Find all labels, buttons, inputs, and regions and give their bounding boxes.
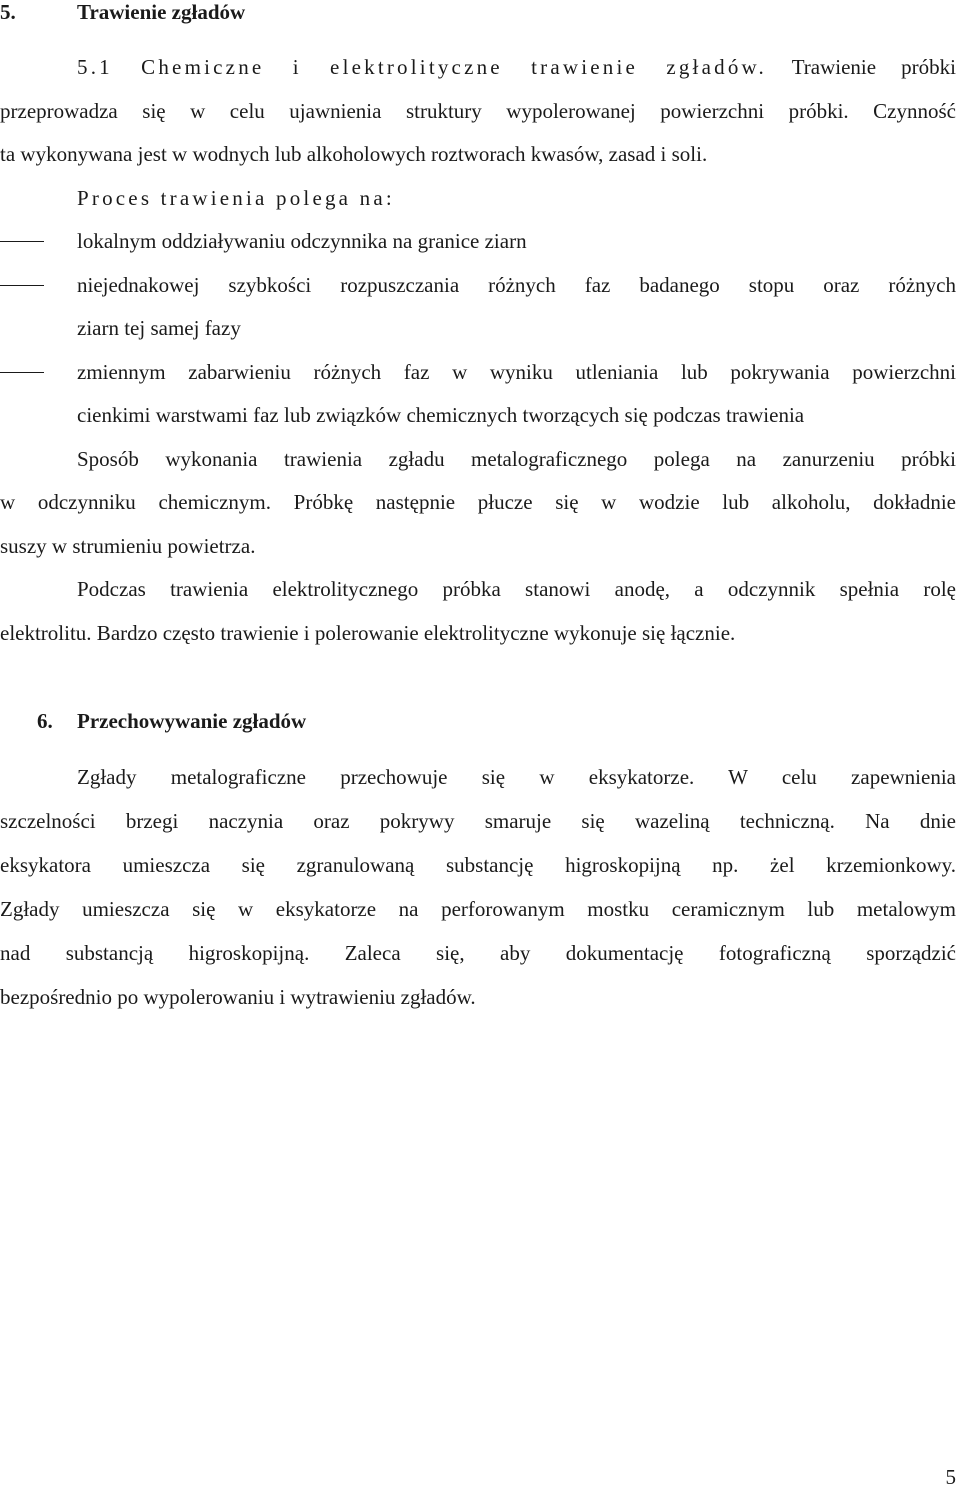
paragraph-line: Zgłady metalograficzne przechowuje się w eksykatorze. W celu zapewnienia bbox=[77, 765, 956, 789]
section-5-number: 5. bbox=[0, 0, 16, 24]
subsection-5-1-lead bbox=[77, 52, 956, 82]
section-5-title: Trawienie zgładów bbox=[77, 0, 246, 24]
section-5-heading bbox=[0, 0, 956, 27]
list-item-text: ziarn tej samej fazy bbox=[77, 316, 241, 340]
section-6-number: 6. bbox=[37, 709, 53, 733]
paragraph-line: ta wykonywana jest w wodnych lub alkoholowych roztworach kwasów, zasad i soli. bbox=[0, 142, 708, 166]
list-item-text: niejednakowej szybkości rozpuszczania różnych faz badanego stopu oraz różnych bbox=[77, 273, 956, 297]
subsection-5-1-lead-rest: Trawienie próbki bbox=[766, 55, 956, 79]
list-item-text: zmiennym zabarwieniu różnych faz w wyniku utleniania lub pokrywania powierzchni bbox=[77, 360, 956, 384]
paragraph-line: eksykatora umieszcza się zgranulowaną substancję higroskopijną np. żel krzemionkowy. bbox=[0, 853, 956, 877]
dash-bullet-icon bbox=[0, 285, 44, 286]
paragraph-line: nad substancją higroskopijną. Zaleca się, aby dokumentację fotograficzną sporządzić bbox=[0, 941, 956, 965]
section-6-title: Przechowywanie zgładów bbox=[77, 709, 307, 733]
dash-bullet-icon bbox=[0, 372, 44, 373]
list-item-text: lokalnym oddziaływaniu odczynnika na granice ziarn bbox=[77, 229, 527, 253]
list-item-text: cienkimi warstwami faz lub związków chemicznych tworzących się podczas trawienia bbox=[77, 403, 805, 427]
paragraph-line: w odczynniku chemicznym. Próbkę następnie płucze się w wodzie lub alkoholu, dokładnie bbox=[0, 490, 956, 514]
paragraph-line: przeprowadza się w celu ujawnienia struktury wypolerowanej powierzchni próbki. Czynność bbox=[0, 99, 956, 123]
process-intro: Proces trawienia polega na: bbox=[77, 186, 395, 210]
paragraph-line: suszy w strumieniu powietrza. bbox=[0, 534, 256, 558]
paragraph-line: Zgłady umieszcza się w eksykatorze na perforowanym mostku ceramicznym lub metalowym bbox=[0, 897, 956, 921]
section-6-heading bbox=[0, 706, 956, 736]
page-number: 5 bbox=[945, 1465, 956, 1489]
dash-bullet-icon bbox=[0, 241, 44, 242]
subsection-5-1-title: 5.1 Chemiczne i elektrolityczne trawienie zgładów. bbox=[77, 55, 767, 79]
paragraph-line: bezpośrednio po wypolerowaniu i wytrawieniu zgładów. bbox=[0, 985, 476, 1009]
paragraph-line: szczelności brzegi naczynia oraz pokrywy smaruje się wazeliną techniczną. Na dnie bbox=[0, 809, 956, 833]
paragraph-line: elektrolitu. Bardzo często trawienie i polerowanie elektrolityczne wykonuje się łącznie. bbox=[0, 621, 736, 645]
paragraph-line: Sposób wykonania trawienia zgładu metalograficznego polega na zanurzeniu próbki bbox=[77, 447, 956, 471]
paragraph-line: Podczas trawienia elektrolitycznego próbka stanowi anodę, a odczynnik spełnia rolę bbox=[77, 577, 956, 601]
